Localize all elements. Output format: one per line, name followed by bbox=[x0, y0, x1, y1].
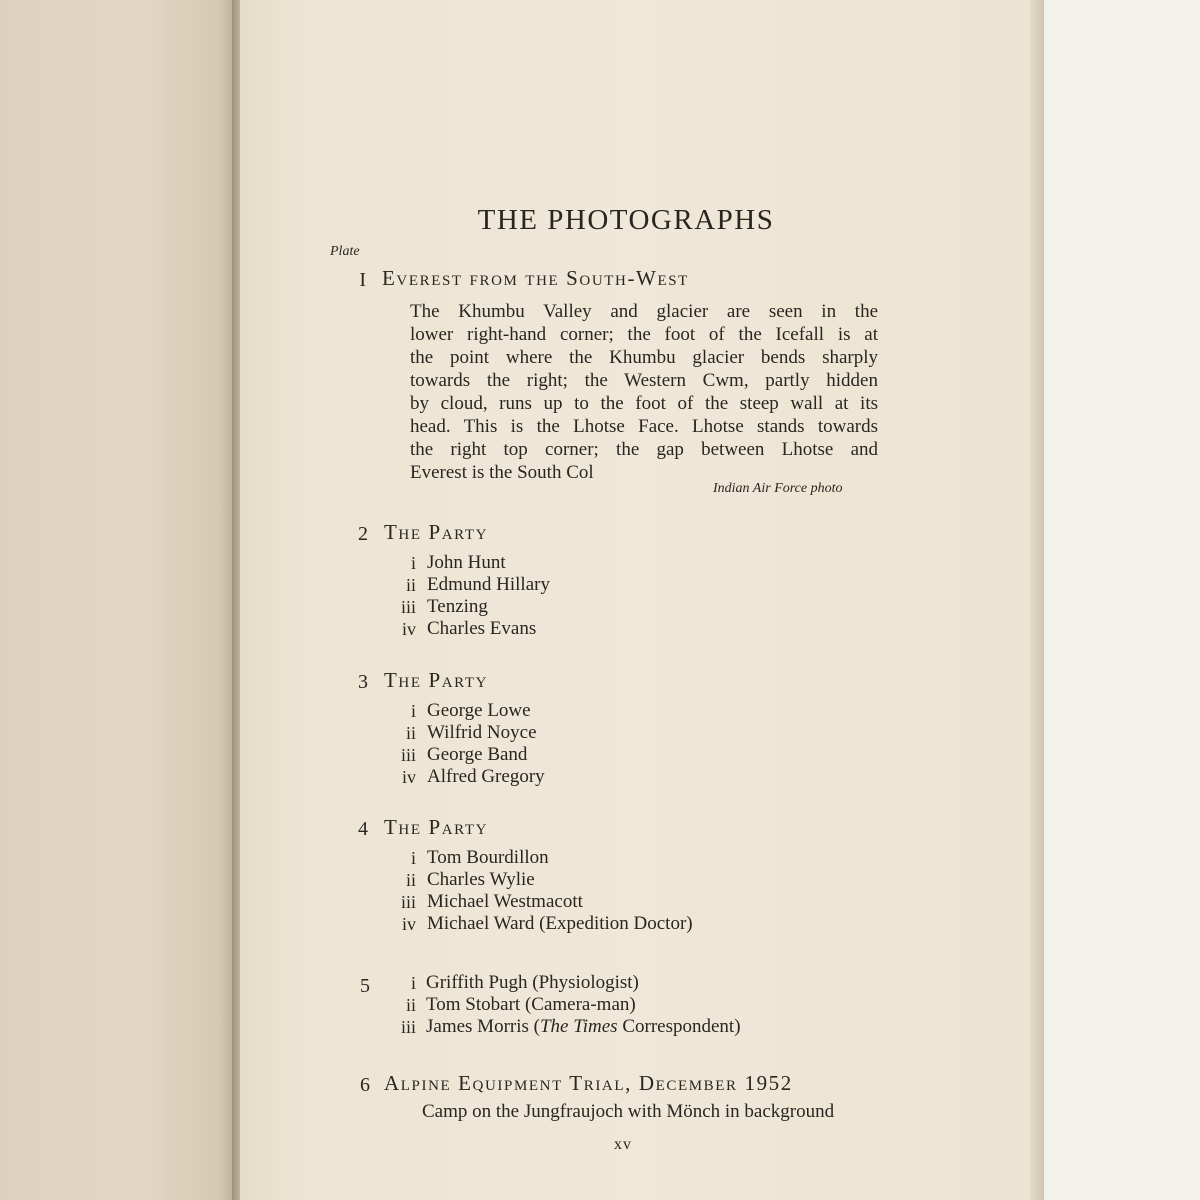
description-line: the point where the Khumbu glacier bends sharply bbox=[410, 347, 878, 368]
description-line: Everest is the South Col bbox=[410, 462, 594, 483]
person-name: Wilfrid Noyce bbox=[427, 722, 537, 743]
plate-number: 5 bbox=[360, 975, 370, 997]
plate-heading: Alpine Equipment Trial, December 1952 bbox=[384, 1071, 793, 1095]
roman-numeral: iv bbox=[401, 619, 416, 639]
newspaper-title: The Times bbox=[539, 1016, 618, 1037]
person-name: Tom Bourdillon bbox=[427, 847, 549, 868]
person-name: Alfred Gregory bbox=[427, 766, 545, 787]
plate-column-label: Plate bbox=[330, 244, 360, 259]
plate-number: I bbox=[359, 269, 366, 291]
description-line: towards the right; the Western Cwm, partly hidden bbox=[410, 370, 878, 391]
person-name bbox=[426, 1016, 741, 1038]
name-prefix: James Morris ( bbox=[426, 1016, 540, 1037]
description-line: lower right-hand corner; the foot of the Icefall is at bbox=[410, 324, 878, 345]
plate-heading: The Party bbox=[384, 668, 489, 692]
roman-numeral: iii bbox=[400, 597, 416, 617]
plate-caption: Camp on the Jungfraujoch with Mönch in background bbox=[422, 1101, 835, 1122]
description-line: head. This is the Lhotse Face. Lhotse stands towards bbox=[410, 416, 878, 437]
page-number: xv bbox=[614, 1136, 632, 1153]
person-name: Michael Westmacott bbox=[427, 891, 583, 912]
roman-numeral: iii bbox=[400, 745, 416, 765]
roman-numeral: iv bbox=[401, 914, 416, 934]
roman-numeral: ii bbox=[405, 575, 416, 595]
person-name: George Lowe bbox=[427, 700, 531, 721]
plate-heading: The Party bbox=[384, 815, 489, 839]
plate-heading: Everest from the South-West bbox=[382, 266, 689, 290]
person-name: George Band bbox=[427, 744, 528, 765]
person-name: Charles Wylie bbox=[427, 869, 535, 890]
description-line: the right top corner; the gap between Lhotse and bbox=[410, 439, 878, 460]
roman-numeral: i bbox=[410, 973, 416, 993]
person-name: Edmund Hillary bbox=[427, 574, 550, 595]
roman-numeral: iii bbox=[400, 892, 416, 912]
person-name: Griffith Pugh (Physiologist) bbox=[426, 972, 639, 993]
plate-number: 3 bbox=[358, 671, 368, 693]
person-name: Tom Stobart (Camera-man) bbox=[426, 994, 636, 1015]
roman-numeral: iii bbox=[400, 1017, 416, 1037]
roman-numeral: ii bbox=[405, 870, 416, 890]
plate-description bbox=[410, 300, 878, 484]
plate-heading: The Party bbox=[384, 520, 489, 544]
page-title: THE PHOTOGRAPHS bbox=[477, 204, 775, 236]
person-name: Tenzing bbox=[427, 596, 488, 617]
plate-number: 4 bbox=[358, 818, 368, 840]
roman-numeral: i bbox=[410, 848, 416, 868]
roman-numeral: i bbox=[410, 701, 416, 721]
roman-numeral: ii bbox=[405, 723, 416, 743]
roman-numeral: i bbox=[410, 553, 416, 573]
plate-number: 2 bbox=[358, 523, 368, 545]
person-name: Charles Evans bbox=[427, 618, 537, 639]
roman-numeral: iv bbox=[401, 767, 416, 787]
description-line: The Khumbu Valley and glacier are seen in the bbox=[410, 301, 878, 322]
person-name: Michael Ward (Expedition Doctor) bbox=[427, 913, 693, 934]
person-name: John Hunt bbox=[427, 552, 506, 573]
name-suffix: Correspondent) bbox=[617, 1016, 741, 1037]
photo-credit: Indian Air Force photo bbox=[713, 481, 843, 496]
plate-number: 6 bbox=[360, 1074, 370, 1096]
description-line: by cloud, runs up to the foot of the steep wall at its bbox=[410, 393, 878, 414]
roman-numeral: ii bbox=[405, 995, 416, 1015]
